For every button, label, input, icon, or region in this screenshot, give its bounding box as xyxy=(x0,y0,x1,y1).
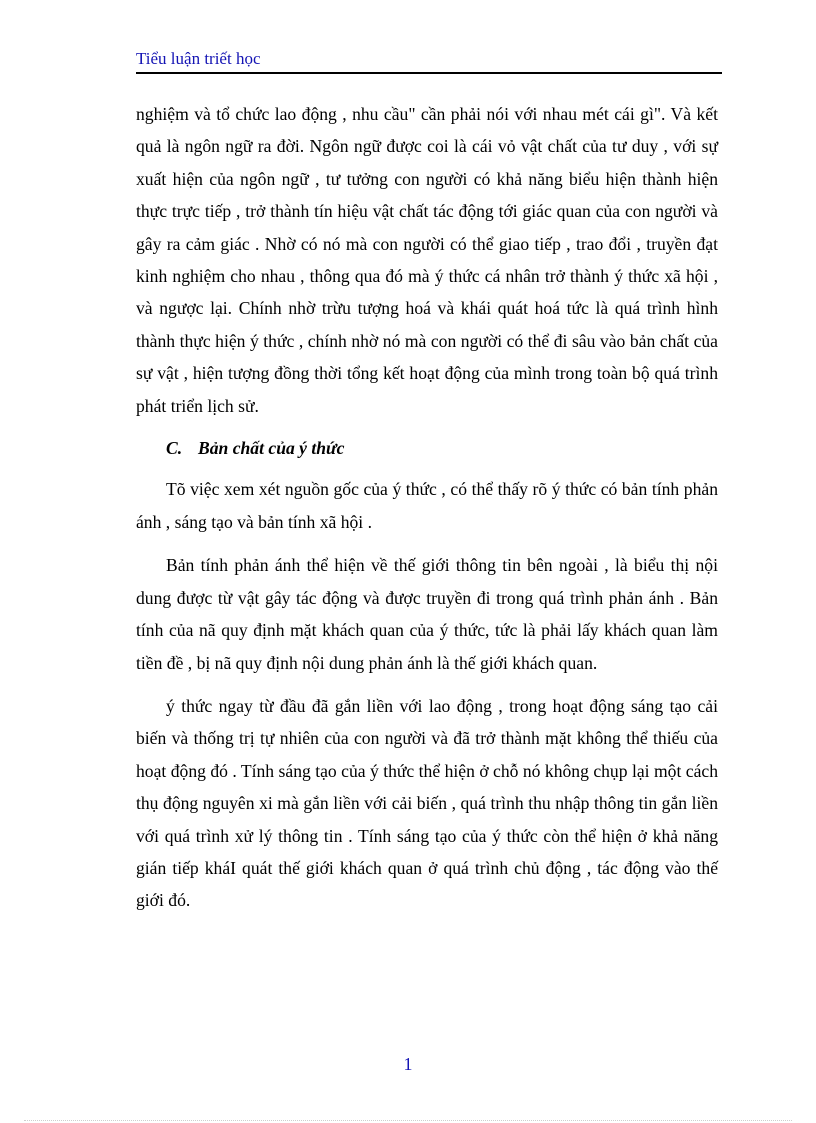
section-heading-letter: C. xyxy=(166,438,183,459)
paragraph-reflection: Bản tính phản ánh thể hiện về thế giới thông tin bên ngoài , là biểu thị nội dung được từ vật gây tác động và được truyền đi trong quá trình phản ánh . Bản tính của nã quy định mặt khách quan của ý thức, tức là phải lấy khách quan làm tiền đề , bị nã quy định nội dung phản ánh là thế giới khách quan. xyxy=(136,555,718,673)
section-heading-title: Bản chất của ý thức xyxy=(198,438,345,459)
page-number: 1 xyxy=(403,1054,413,1074)
paragraph-creativity: ý thức ngay từ đầu đã gắn liền với lao động , trong hoạt động sáng tạo cải biến và thống trị tự nhiên của con người và đã trở thành mặt không thể thiếu của hoạt động đó . Tính sáng tạo của ý thức thể hiện ở chỗ nó không chụp lại một cách thụ động nguyên xi mà gắn liền với cải biến , quá trình thu nhập thông tin gắn liền với quá trình xử lý thông tin . Tính sáng tạo của ý thức còn thể hiện ở khả năng gián tiếp kháI quát thế giới khách quan ở quá trình chủ động , tác động vào thế giới đó. xyxy=(136,695,718,911)
section-heading xyxy=(136,432,718,464)
page-edge-divider xyxy=(24,1120,792,1121)
document-body xyxy=(136,98,718,917)
paragraph-continuation: nghiệm và tổ chức lao động , nhu cầu" cần phải nói với nhau mét cái gì". Và kết quả là ngôn ngữ ra đời. Ngôn ngữ được coi là cái vỏ vật chất của tư duy , với sự xuất hiện của ngôn ngữ , tư tưởng con người có khả năng biểu hiện thành hiện thực trực tiếp , trở thành tín hiệu vật chất tác động tới giác quan của con người và gây ra cảm giác . Nhờ có nó mà con người có thể giao tiếp , trao đổi , truyền đạt kinh nghiệm cho nhau , thông qua đó mà ý thức cá nhân trở thành ý thức xã hội , và ngược lại. Chính nhờ trừu tượng hoá và khái quát hoá tức là quá trình hình thành thực hiện ý thức , chính nhờ nó mà con người có thể đi sâu vào bản chất của sự vật , hiện tượng đồng thời tổng kết hoạt động của mình trong toàn bộ quá trình phát triển lịch sử. xyxy=(136,104,718,416)
header-title: Tiểu luận triết học xyxy=(136,49,261,68)
paragraph-origin: Tõ việc xem xét nguồn gốc của ý thức , có thể thấy rõ ý thức có bản tính phản ánh , sáng tạo và bản tính xã hội . xyxy=(136,479,718,532)
page-header xyxy=(136,48,722,74)
